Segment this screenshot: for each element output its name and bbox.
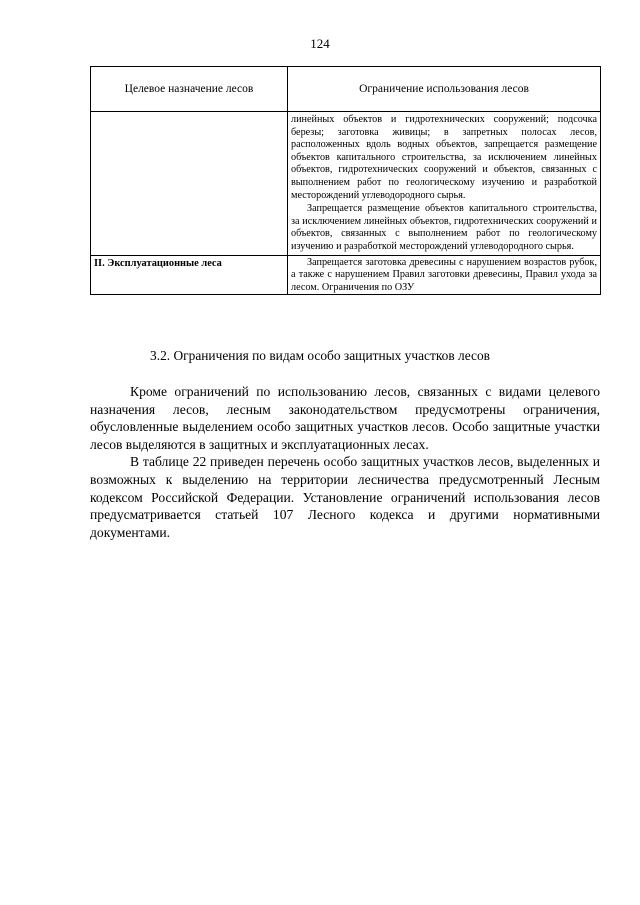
forest-restrictions-table — [90, 66, 601, 295]
body-paragraph: В таблице 22 приведен перечень особо защитных участков лесов, выделенных и возможных к выделению на территории лесничества предусмотренный Лесным кодексом Российской Федерации. Установление ограничений использования лесов предусматривается статьей 107 Лесного кодекса и другими нормативными документами. — [90, 454, 600, 540]
cell-restriction-exploitation — [288, 255, 601, 295]
table-row — [91, 112, 601, 256]
page-number: 124 — [310, 36, 330, 51]
body-paragraph: Кроме ограничений по использованию лесов, связанных с видами целевого назначения лесов, лесным законодательством предусмотрены ограничения, обусловленные выделением особо защитных участков лесов. Особо защитные участки лесов выделяются в защитных и эксплуатационных лесах. — [90, 384, 600, 452]
restriction-paragraph: линейных объектов и гидротехнических сооружений; подсочка березы; заготовка живицы; в запретных полосах лесов, расположенных вдоль водных объектов, запрещается размещение объектов капитального строительства, за исключением линейных объектов, гидротехнических сооружений и объектов, связанных с выполнением работ по геологическому изучению и разработкой месторождений углеводородного сырья. — [291, 114, 597, 201]
header-restriction: Ограничение использования лесов — [288, 67, 601, 112]
cell-purpose-continuation — [91, 112, 288, 256]
section-heading: 3.2. Ограничения по видам особо защитных участков лесов — [150, 348, 490, 363]
table-header-row — [91, 67, 601, 112]
cell-purpose-exploitation — [91, 255, 288, 295]
section-body — [90, 383, 600, 541]
restriction-paragraph: Запрещается заготовка древесины с нарушением возрастов рубок, а также с нарушением Правил заготовки древесины, Правил ухода за лесом. Ограничения по ОЗУ — [291, 256, 597, 293]
table-row — [91, 255, 601, 295]
header-purpose: Целевое назначение лесов — [91, 67, 288, 112]
cell-restriction-continuation — [288, 112, 601, 256]
category-name: II. Эксплуатационные леса — [94, 257, 222, 269]
restriction-paragraph: Запрещается размещение объектов капитального строительства, за исключением линейных объектов, гидротехнических сооружений и объектов, связанных с выполнением работ по геологическому изучению и разработкой месторождений углеводородного сырья. — [291, 203, 597, 252]
